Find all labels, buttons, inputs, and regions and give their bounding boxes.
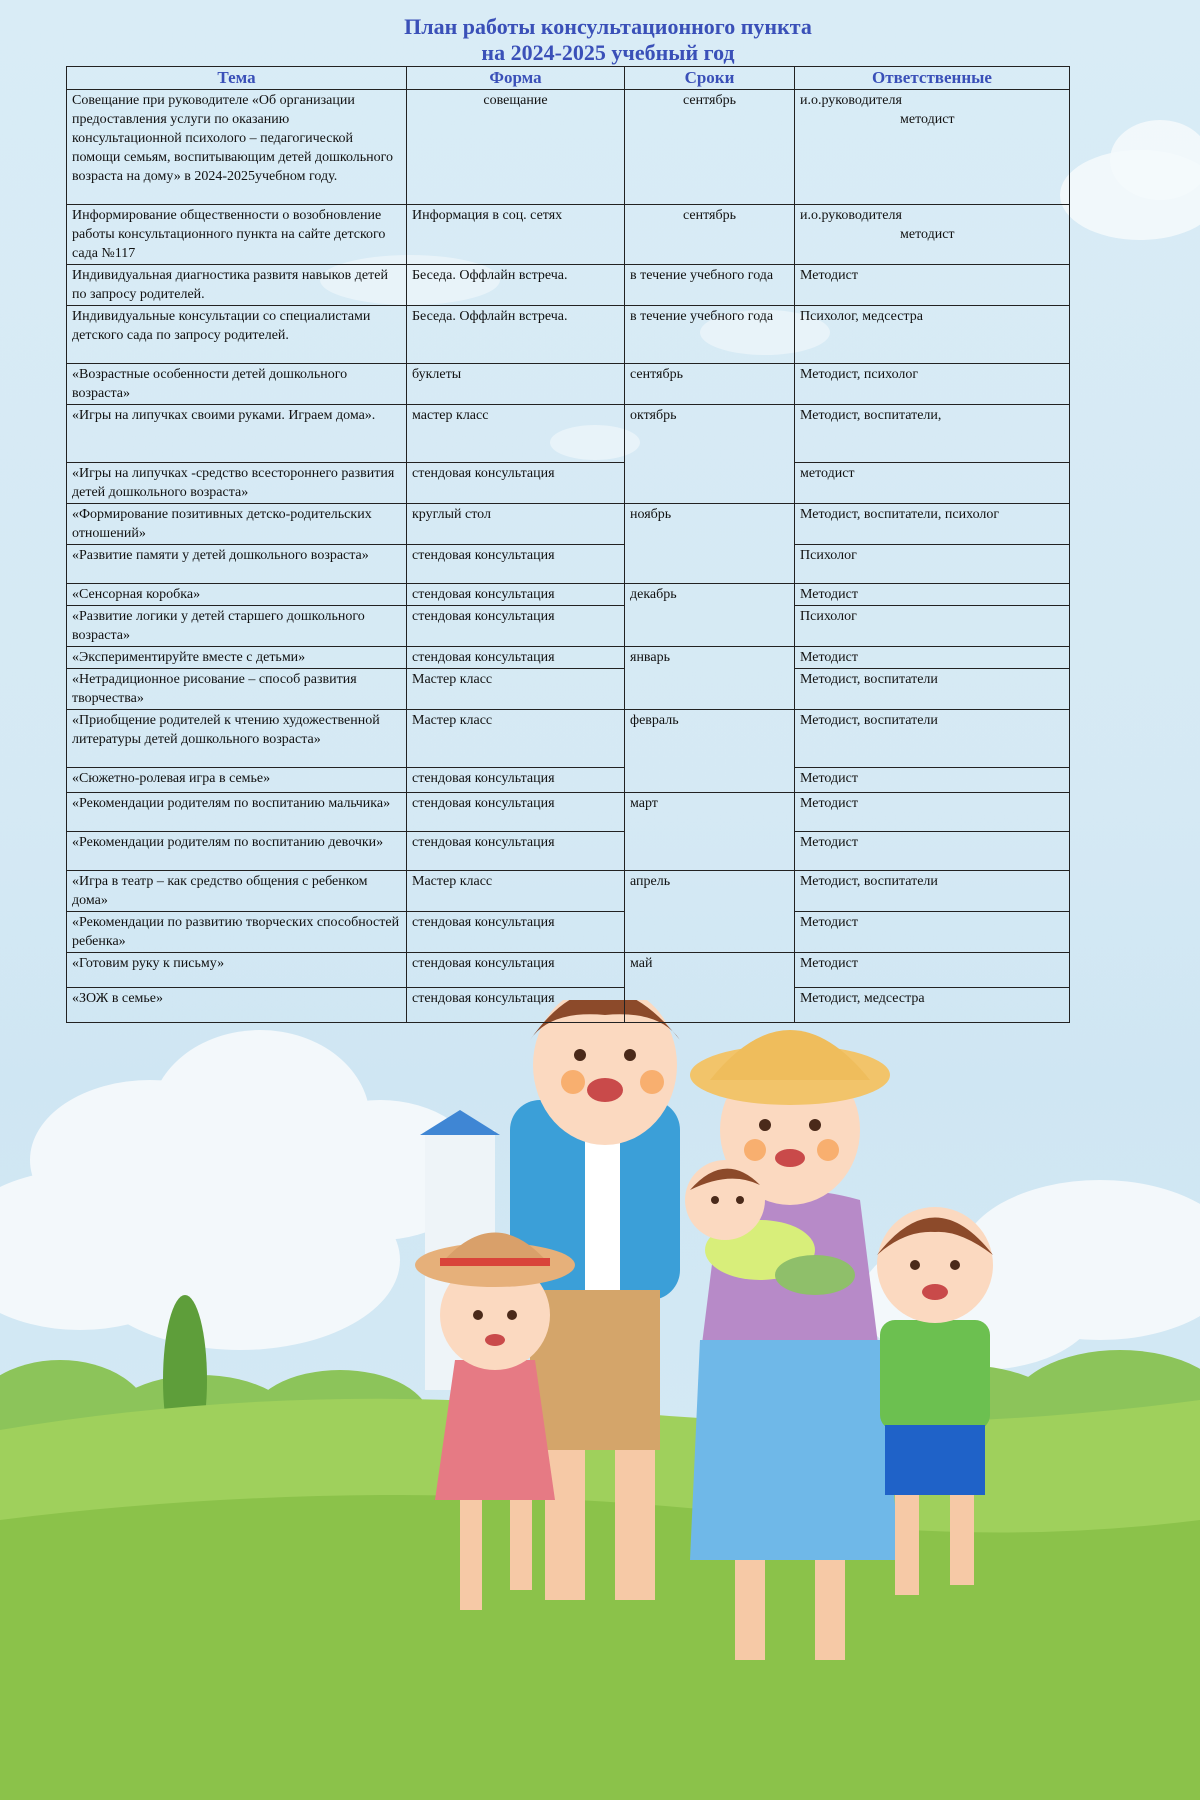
cell-topic: «ЗОЖ в семье»: [67, 988, 407, 1023]
cell-term: апрель: [625, 871, 795, 953]
cell-form: стендовая консультация: [407, 793, 625, 832]
header-term: Сроки: [625, 67, 795, 90]
cell-topic: «Сенсорная коробка»: [67, 584, 407, 606]
cell-topic: «Игры на липучках -средство всестороннего развития детей дошкольного возраста»: [67, 463, 407, 504]
table-row: [67, 584, 1070, 606]
table-row: [67, 606, 1070, 647]
cell-responsible: [795, 90, 1070, 205]
cell-topic: «Рекомендации по развитию творческих способностей ребенка»: [67, 912, 407, 953]
cell-form: стендовая консультация: [407, 584, 625, 606]
table-row: [67, 988, 1070, 1023]
responsible-line: и.о.руководителя: [800, 208, 902, 223]
cell-form: буклеты: [407, 364, 625, 405]
cell-topic: Информирование общественности о возобновление работы консультационного пункта на сайте детского сада №117: [67, 205, 407, 265]
table-row: [67, 832, 1070, 871]
cell-form: Мастер класс: [407, 710, 625, 768]
header-form: Форма: [407, 67, 625, 90]
table-row: [67, 912, 1070, 953]
cell-form: стендовая консультация: [407, 832, 625, 871]
table-row: [67, 90, 1070, 205]
cell-topic: «Игры на липучках своими руками. Играем дома».: [67, 405, 407, 463]
cell-term: в течение учебного года: [625, 306, 795, 364]
table-row: [67, 306, 1070, 364]
family-illustration: [0, 1000, 1200, 1800]
table-row: [67, 265, 1070, 306]
cell-form: Мастер класс: [407, 871, 625, 912]
cell-responsible: Методист, медсестра: [795, 988, 1070, 1023]
cell-responsible: Методист: [795, 953, 1070, 988]
cell-topic: «Формирование позитивных детско-родительских отношений»: [67, 504, 407, 545]
cell-responsible: методист: [795, 463, 1070, 504]
cell-form: Информация в соц. сетях: [407, 205, 625, 265]
cell-term: май: [625, 953, 795, 1023]
cell-responsible: Психолог, медсестра: [795, 306, 1070, 364]
plan-table: [66, 66, 1070, 1023]
cell-form: Мастер класс: [407, 669, 625, 710]
cell-term: ноябрь: [625, 504, 795, 584]
cell-topic: Совещание при руководителе «Об организации предоставления услуги по оказанию консультационной психолого – педагогической помощи семьям, воспитывающим детей дошкольного возраста на дому» в 2024-2025учебном году.: [67, 90, 407, 205]
cell-term: декабрь: [625, 584, 795, 647]
cell-topic: «Нетрадиционное рисование – способ развития творчества»: [67, 669, 407, 710]
cell-responsible: Методист, воспитатели: [795, 871, 1070, 912]
cell-form: стендовая консультация: [407, 953, 625, 988]
cell-topic: «Приобщение родителей к чтению художественной литературы детей дошкольного возраста»: [67, 710, 407, 768]
cell-form: Беседа. Оффлайн встреча.: [407, 265, 625, 306]
cell-form: стендовая консультация: [407, 606, 625, 647]
cell-topic: «Развитие памяти у детей дошкольного возраста»: [67, 545, 407, 584]
header-topic: Тема: [67, 67, 407, 90]
cell-topic: «Рекомендации родителям по воспитанию мальчика»: [67, 793, 407, 832]
cell-responsible: Методист: [795, 832, 1070, 871]
cell-responsible: Методист, психолог: [795, 364, 1070, 405]
cell-responsible: Методист, воспитатели,: [795, 405, 1070, 463]
table-row: [67, 710, 1070, 768]
table-row: [67, 793, 1070, 832]
table-row: [67, 405, 1070, 463]
cell-form: Беседа. Оффлайн встреча.: [407, 306, 625, 364]
cell-form: стендовая консультация: [407, 912, 625, 953]
table-row: [67, 364, 1070, 405]
table-row: [67, 871, 1070, 912]
table-row: [67, 669, 1070, 710]
table-row: [67, 647, 1070, 669]
cloud-decoration: [1110, 120, 1200, 200]
cell-topic: «Рекомендации родителям по воспитанию девочки»: [67, 832, 407, 871]
cell-responsible: Методист: [795, 793, 1070, 832]
table-row: [67, 768, 1070, 793]
cell-topic: «Возрастные особенности детей дошкольного возраста»: [67, 364, 407, 405]
cell-form: мастер класс: [407, 405, 625, 463]
cell-term: в течение учебного года: [625, 265, 795, 306]
cell-form: круглый стол: [407, 504, 625, 545]
page-title: [0, 14, 1200, 66]
table-header-row: [67, 67, 1070, 90]
cell-term: сентябрь: [625, 205, 795, 265]
cell-responsible: Методист: [795, 647, 1070, 669]
cell-term: октябрь: [625, 405, 795, 504]
cell-form: стендовая консультация: [407, 988, 625, 1023]
cell-term: март: [625, 793, 795, 871]
cell-topic: «Сюжетно-ролевая игра в семье»: [67, 768, 407, 793]
responsible-line: и.о.руководителя: [800, 93, 902, 108]
cell-form: совещание: [407, 90, 625, 205]
table-row: [67, 504, 1070, 545]
table-row: [67, 463, 1070, 504]
cell-responsible: Методист, воспитатели: [795, 669, 1070, 710]
cell-topic: «Развитие логики у детей старшего дошкольного возраста»: [67, 606, 407, 647]
cell-responsible: Психолог: [795, 606, 1070, 647]
title-line-1: План работы консультационного пункта: [404, 14, 812, 39]
cell-form: стендовая консультация: [407, 545, 625, 584]
table-row: [67, 953, 1070, 988]
cell-responsible: Методист, воспитатели, психолог: [795, 504, 1070, 545]
cell-responsible: Методист, воспитатели: [795, 710, 1070, 768]
cell-responsible: Психолог: [795, 545, 1070, 584]
responsible-line: методист: [900, 112, 955, 127]
title-line-2: на 2024-2025 учебный год: [481, 40, 735, 65]
responsible-line: методист: [900, 227, 955, 242]
cell-form: стендовая консультация: [407, 463, 625, 504]
cell-topic: «Экспериментируйте вместе с детьми»: [67, 647, 407, 669]
cell-term: сентябрь: [625, 90, 795, 205]
cell-term: январь: [625, 647, 795, 710]
cell-topic: Индивидуальные консультации со специалистами детского сада по запросу родителей.: [67, 306, 407, 364]
cell-form: стендовая консультация: [407, 768, 625, 793]
cell-responsible: Методист: [795, 265, 1070, 306]
cell-topic: Индивидуальная диагностика развитя навыков детей по запросу родителей.: [67, 265, 407, 306]
cell-responsible: [795, 205, 1070, 265]
table-row: [67, 205, 1070, 265]
cell-topic: «Игра в театр – как средство общения с ребенком дома»: [67, 871, 407, 912]
cell-form: стендовая консультация: [407, 647, 625, 669]
cell-responsible: Методист: [795, 584, 1070, 606]
cell-topic: «Готовим руку к письму»: [67, 953, 407, 988]
table-row: [67, 545, 1070, 584]
cell-responsible: Методист: [795, 768, 1070, 793]
header-responsible: Ответственные: [795, 67, 1070, 90]
cell-term: сентябрь: [625, 364, 795, 405]
cell-term: февраль: [625, 710, 795, 793]
cell-responsible: Методист: [795, 912, 1070, 953]
